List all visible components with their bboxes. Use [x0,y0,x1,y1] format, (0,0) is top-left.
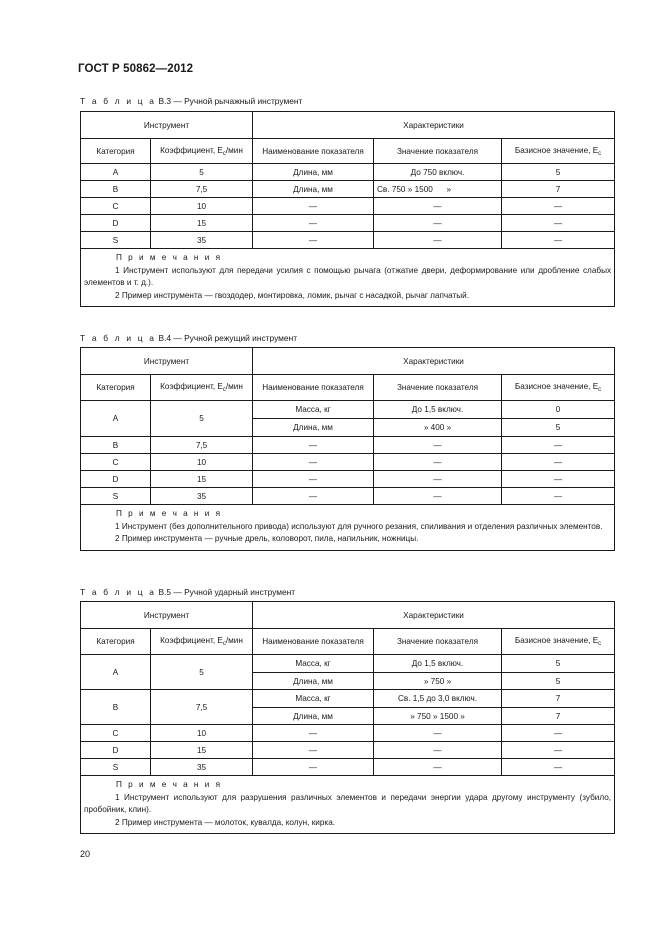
table-row [81,488,615,505]
cell-value: — [374,198,502,215]
base-subscript: c [598,150,602,157]
table-row [81,401,615,419]
cell-value: » 750 » 1500 » [374,708,502,725]
cell-category: A [81,655,151,690]
cell-base: — [502,454,615,471]
cell-coefficient: 15 [151,471,253,488]
cell-base: 5 [502,164,615,181]
col-header-coefficient [151,139,253,164]
document-header: ГОСТ Р 50862—2012 [78,63,194,75]
group-header-instrument: Инструмент [81,348,253,375]
notes-title: П р и м е ч а н и я [116,253,223,262]
col-header-category: Категория [81,375,151,401]
col-header-name: Наименование показателя [253,139,374,164]
table-b5-caption [80,587,295,597]
table-b4-caption [80,333,297,343]
cell-coefficient: 35 [151,232,253,249]
notes-cell [81,776,615,834]
table-row [81,164,615,181]
note-item: 1 Инструмент используют для передачи усилия с помощью рычага (отжатие двери, деформирование или дробление слабых элементов и т. д.). [84,265,612,287]
col-header-base [502,375,615,401]
cell-value: До 750 включ. [374,164,502,181]
table-row [81,742,615,759]
table-b5 [80,601,615,834]
caption-text: В.5 — Ручной ударный инструмент [156,587,296,597]
coef-prefix: Коэффициент, E [160,145,223,155]
cell-coefficient: 15 [151,215,253,232]
cell-base: 7 [502,708,615,725]
cell-base: — [502,725,615,742]
cell-coefficient: 5 [151,164,253,181]
cell-base: 7 [502,181,615,198]
table-row [81,655,615,673]
cell-name: Масса, кг [253,655,374,673]
coef-prefix: Коэффициент, E [160,636,223,645]
cell-base: — [502,742,615,759]
col-header-base [502,629,615,655]
base-subscript: c [598,387,602,393]
cell-name: — [253,488,374,505]
cell-name: — [253,471,374,488]
col-header-coefficient [151,375,253,401]
note-item: 1 Инструмент используют для разрушения различных элементов и передачи энергии удара другому инструменту (зубило, пробойник, клин). [84,792,612,814]
page-number: 20 [80,849,91,859]
group-header-instrument: Инструмент [81,112,253,139]
table-row [81,690,615,708]
cell-base: — [502,437,615,454]
cell-value: Св. 1,5 до 3,0 включ. [374,690,502,708]
cell-value: — [374,488,502,505]
cell-value: » 400 » [374,419,502,437]
cell-category: B [81,181,151,198]
table-row [81,454,615,471]
table-b3-caption [80,96,302,106]
base-prefix: Базисное значение, E [514,636,599,645]
cell-base: 5 [502,655,615,673]
col-header-category: Категория [81,139,151,164]
table-b4 [80,347,615,551]
cell-base: — [502,198,615,215]
coef-prefix: Коэффициент, E [160,382,223,391]
table-row [81,215,615,232]
cell-coefficient: 7,5 [151,437,253,454]
cell-value: До 1,5 включ. [374,655,502,673]
coef-subscript: c [222,641,226,647]
caption-label: Т а б л и ц а [80,333,157,343]
base-prefix: Базисное значение, E [514,382,599,391]
col-header-name: Наименование показателя [253,629,374,655]
group-header-characteristics: Характеристики [253,602,615,629]
cell-name: — [253,742,374,759]
col-header-value: Значение показателя [374,139,502,164]
group-header-characteristics: Характеристики [253,112,615,139]
cell-category: A [81,164,151,181]
cell-base: — [502,488,615,505]
cell-name: — [253,437,374,454]
cell-name: Длина, мм [253,181,374,198]
cell-base: — [502,215,615,232]
note-item: 2 Пример инструмента — гвоздодер, монтировка, ломик, рычаг с насадкой, рычаг лапчатый. [115,290,470,300]
notes-title: П р и м е ч а н и я [116,509,223,518]
cell-name: — [253,232,374,249]
table-row [81,181,615,198]
cell-category: D [81,471,151,488]
cell-name: — [253,215,374,232]
table-row [81,437,615,454]
cell-value: — [374,742,502,759]
cell-base: 5 [502,673,615,690]
cell-coefficient: 7,5 [151,690,253,725]
cell-base: 0 [502,401,615,419]
coef-subscript: c [222,387,226,393]
cell-value: — [374,759,502,776]
cell-category: S [81,759,151,776]
coef-suffix: /мин [225,382,243,391]
col-header-name: Наименование показателя [253,375,374,401]
cell-category: S [81,232,151,249]
table-row [81,725,615,742]
group-header-instrument: Инструмент [81,602,253,629]
cell-category: A [81,401,151,437]
cell-value: — [374,471,502,488]
cell-coefficient: 10 [151,454,253,471]
cell-name: Длина, мм [253,673,374,690]
base-subscript: c [598,641,602,647]
table-row [81,198,615,215]
group-header-characteristics: Характеристики [253,348,615,375]
cell-category: B [81,437,151,454]
cell-value: — [374,437,502,454]
notes-cell [81,249,615,307]
table-b3 [80,111,615,307]
cell-value: Св. 750 » 1500 » [374,181,502,198]
cell-name: Масса, кг [253,690,374,708]
cell-category: C [81,725,151,742]
cell-base: 5 [502,419,615,437]
cell-category: C [81,454,151,471]
cell-value: До 1,5 включ. [374,401,502,419]
col-header-value: Значение показателя [374,629,502,655]
col-header-base [502,139,615,164]
cell-name: Масса, кг [253,401,374,419]
cell-name: — [253,454,374,471]
table-row [81,232,615,249]
cell-name: Длина, мм [253,708,374,725]
notes-title: П р и м е ч а н и я [116,780,223,789]
cell-category: D [81,215,151,232]
cell-coefficient: 10 [151,725,253,742]
cell-coefficient: 5 [151,655,253,690]
cell-value: — [374,725,502,742]
cell-value: — [374,232,502,249]
note-item: 2 Пример инструмента — ручные дрель, коловорот, пила, напильник, ножницы. [115,534,419,543]
cell-category: D [81,742,151,759]
coef-suffix: /мин [225,145,243,155]
caption-text: В.3 — Ручной рычажный инструмент [156,96,303,106]
col-header-coefficient [151,629,253,655]
cell-name: — [253,725,374,742]
cell-base: — [502,232,615,249]
note-item: 2 Пример инструмента — молоток, кувалда, колун, кирка. [115,817,336,827]
cell-value: — [374,454,502,471]
cell-coefficient: 7,5 [151,181,253,198]
cell-name: Длина, мм [253,164,374,181]
note-item: 1 Инструмент (без дополнительного привода) используют для ручного резания, спиливания и отделения различных элементов. [115,521,603,531]
cell-coefficient: 10 [151,198,253,215]
coef-suffix: /мин [225,636,243,645]
caption-label: Т а б л и ц а [80,96,157,106]
cell-coefficient: 15 [151,742,253,759]
cell-value: » 750 » [374,673,502,690]
cell-value: — [374,215,502,232]
table-row [81,471,615,488]
notes-cell [81,505,615,551]
cell-base: — [502,759,615,776]
cell-coefficient: 5 [151,401,253,437]
coef-subscript: c [222,150,226,157]
cell-name: — [253,759,374,776]
cell-name: — [253,198,374,215]
col-header-category: Категория [81,629,151,655]
caption-label: Т а б л и ц а [80,587,157,597]
cell-category: B [81,690,151,725]
base-prefix: Базисное значение, E [514,145,599,155]
cell-base: — [502,471,615,488]
cell-coefficient: 35 [151,488,253,505]
cell-category: C [81,198,151,215]
caption-text: В.4 — Ручной режущий инструмент [156,333,298,343]
cell-base: 7 [502,690,615,708]
cell-coefficient: 35 [151,759,253,776]
cell-name: Длина, мм [253,419,374,437]
table-row [81,759,615,776]
cell-category: S [81,488,151,505]
col-header-value: Значение показателя [374,375,502,401]
